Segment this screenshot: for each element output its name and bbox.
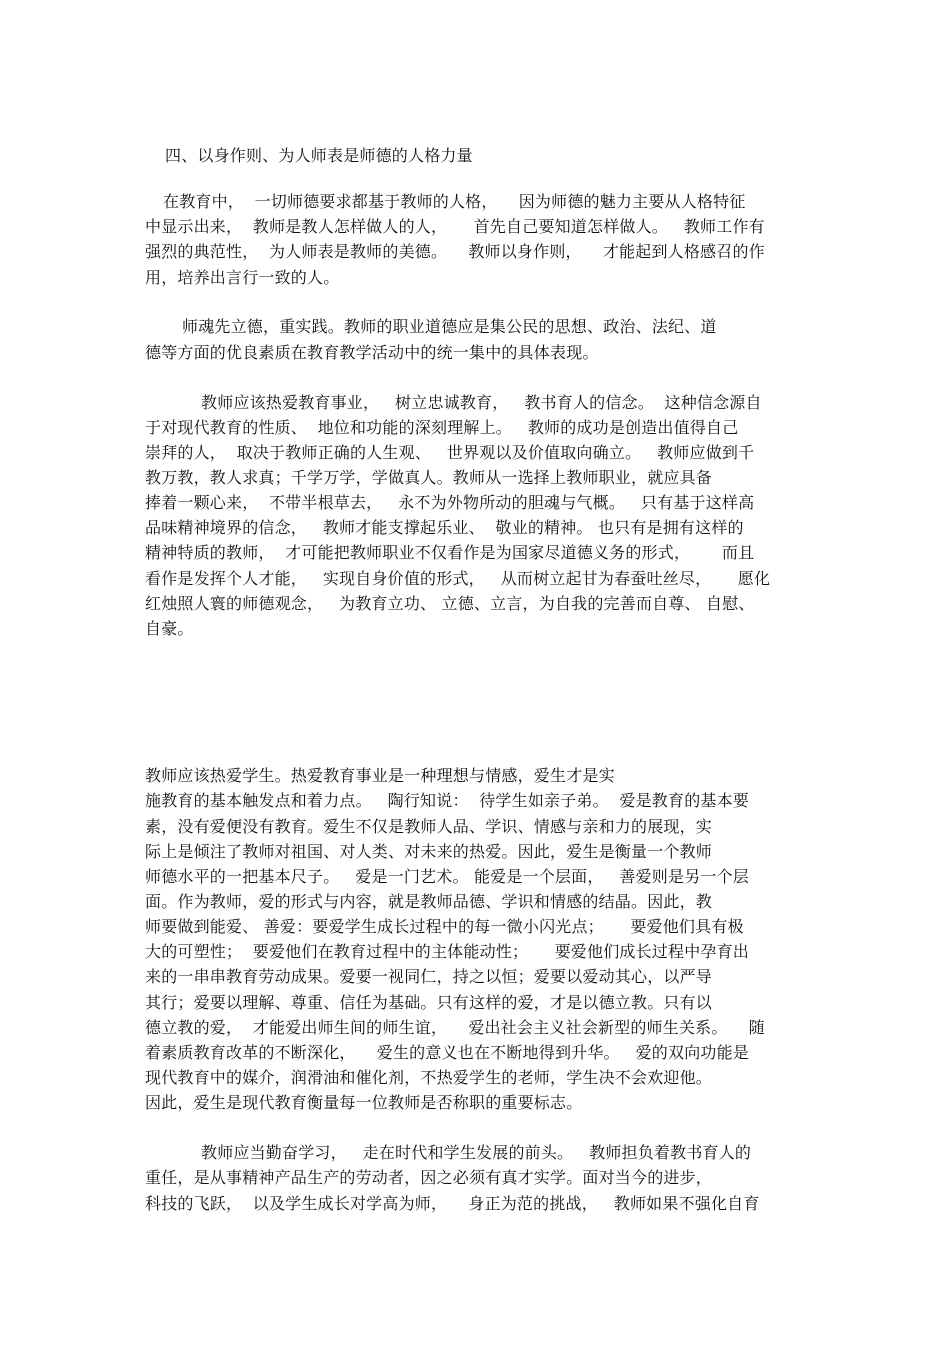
paragraph-4-line-5: 师德水平的一把基本尺子。 爱是一门艺术。 能爱是一个层面， 善爱则是另一个层 [145, 867, 750, 886]
section-heading: 四、以身作则、为人师表是师德的人格力量 [165, 146, 473, 165]
paragraph-4-line-10: 其行；爱要以理解、尊重、信任为基础。只有这样的爱，才是以德立教。只有以 [145, 993, 713, 1012]
paragraph-4-line-11: 德立教的爱， 才能爱出师生间的师生谊， 爱出社会主义社会新型的师生关系。 随 [145, 1018, 765, 1037]
paragraph-3-line-4: 教万教，教人求真；千学万学，学做真人。教师从一选择上教师职业，就应具备 [145, 468, 713, 487]
paragraph-3-line-8: 看作是发挥个人才能， 实现自身价值的形式， 从而树立起甘为春蚕吐丝尽， 愿化 [145, 569, 771, 588]
paragraph-1-line-1: 在教育中， 一切师德要求都基于教师的人格， 因为师德的魅力主要从人格特征 [163, 192, 746, 211]
paragraph-2-line-1: 师魂先立德，重实践。教师的职业道德应是集公民的思想、政治、法纪、道 [182, 317, 717, 336]
paragraph-3-line-10: 自豪。 [145, 619, 194, 638]
paragraph-1-line-4: 用，培养出言行一致的人。 [145, 268, 340, 287]
paragraph-5-line-2: 重任，是从事精神产品生产的劳动者，因之必须有真才实学。面对当今的进步， [145, 1168, 713, 1187]
paragraph-3-line-1: 教师应该热爱教育事业， 树立忠诚教育， 教书育人的信念。 这种信念源自 [201, 393, 762, 412]
paragraph-3-line-5: 捧着一颗心来， 不带半根草去， 永不为外物所动的胆魂与气概。 只有基于这样高 [145, 493, 755, 512]
paragraph-4-line-7: 师要做到能爱、 善爱：要爱学生成长过程中的每一微小闪光点； 要爱他们具有极 [145, 917, 744, 936]
paragraph-4-line-4: 际上是倾注了教师对祖国、对人类、对未来的热爱。因此，爱生是衡量一个教师 [145, 842, 713, 861]
paragraph-3-line-3: 崇拜的人， 取决于教师正确的人生观、 世界观以及价值取向确立。 教师应做到千 [145, 443, 755, 462]
paragraph-3-line-6: 品味精神境界的信念， 教师才能支撑起乐业、 敬业的精神。 也只有是拥有这样的 [145, 518, 744, 537]
paragraph-4-line-14: 因此，爱生是现代教育衡量每一位教师是否称职的重要标志。 [145, 1093, 583, 1112]
paragraph-4-line-13: 现代教育中的媒介，润滑油和催化剂，不热爱学生的老师，学生决不会欢迎他。 [145, 1068, 713, 1087]
paragraph-5-line-3: 科技的飞跃， 以及学生成长对学高为师， 身正为范的挑战， 教师如果不强化自育 [145, 1194, 760, 1213]
paragraph-4-line-2: 施教育的基本触发点和着力点。 陶行知说： 待学生如亲子弟。 爱是教育的基本要 [145, 791, 750, 810]
paragraph-4-line-12: 着素质教育改革的不断深化， 爱生的意义也在不断地得到升华。 爱的双向功能是 [145, 1043, 750, 1062]
paragraph-4-line-6: 面。作为教师，爱的形式与内容，就是教师品德、学识和情感的结晶。因此，教 [145, 892, 713, 911]
paragraph-4-line-1: 教师应该热爱学生。热爱教育事业是一种理想与情感，爱生才是实 [145, 766, 615, 785]
paragraph-5-line-1: 教师应当勤奋学习， 走在时代和学生发展的前头。 教师担负着教书育人的 [201, 1143, 752, 1162]
paragraph-4-line-8: 大的可塑性； 要爱他们在教育过程中的主体能动性； 要爱他们成长过程中孕育出 [145, 942, 750, 961]
paragraph-1-line-2: 中显示出来， 教师是教人怎样做人的人， 首先自己要知道怎样做人。 教师工作有 [145, 217, 765, 236]
paragraph-3-line-9: 红烛照人寰的师德观念， 为教育立功、 立德、立言，为自我的完善而自尊、 自慰、 [145, 594, 755, 613]
paragraph-3-line-2: 于对现代教育的性质、 地位和功能的深刻理解上。 教师的成功是创造出值得自己 [145, 418, 739, 437]
paragraph-2-line-2: 德等方面的优良素质在教育教学活动中的统一集中的具体表现。 [145, 343, 599, 362]
paragraph-1-line-3: 强烈的典范性， 为人师表是教师的美德。 教师以身作则， 才能起到人格感召的作 [145, 242, 765, 261]
paragraph-3-line-7: 精神特质的教师， 才可能把教师职业不仅看作是为国家尽道德义务的形式， 而且 [145, 543, 755, 562]
paragraph-4-line-3: 素，没有爱便没有教育。爱生不仅是教师人品、学识、情感与亲和力的展现，实 [145, 817, 713, 836]
paragraph-4-line-9: 来的一串串教育劳动成果。爱要一视同仁，持之以恒；爱要以爱动其心，以严导 [145, 967, 713, 986]
